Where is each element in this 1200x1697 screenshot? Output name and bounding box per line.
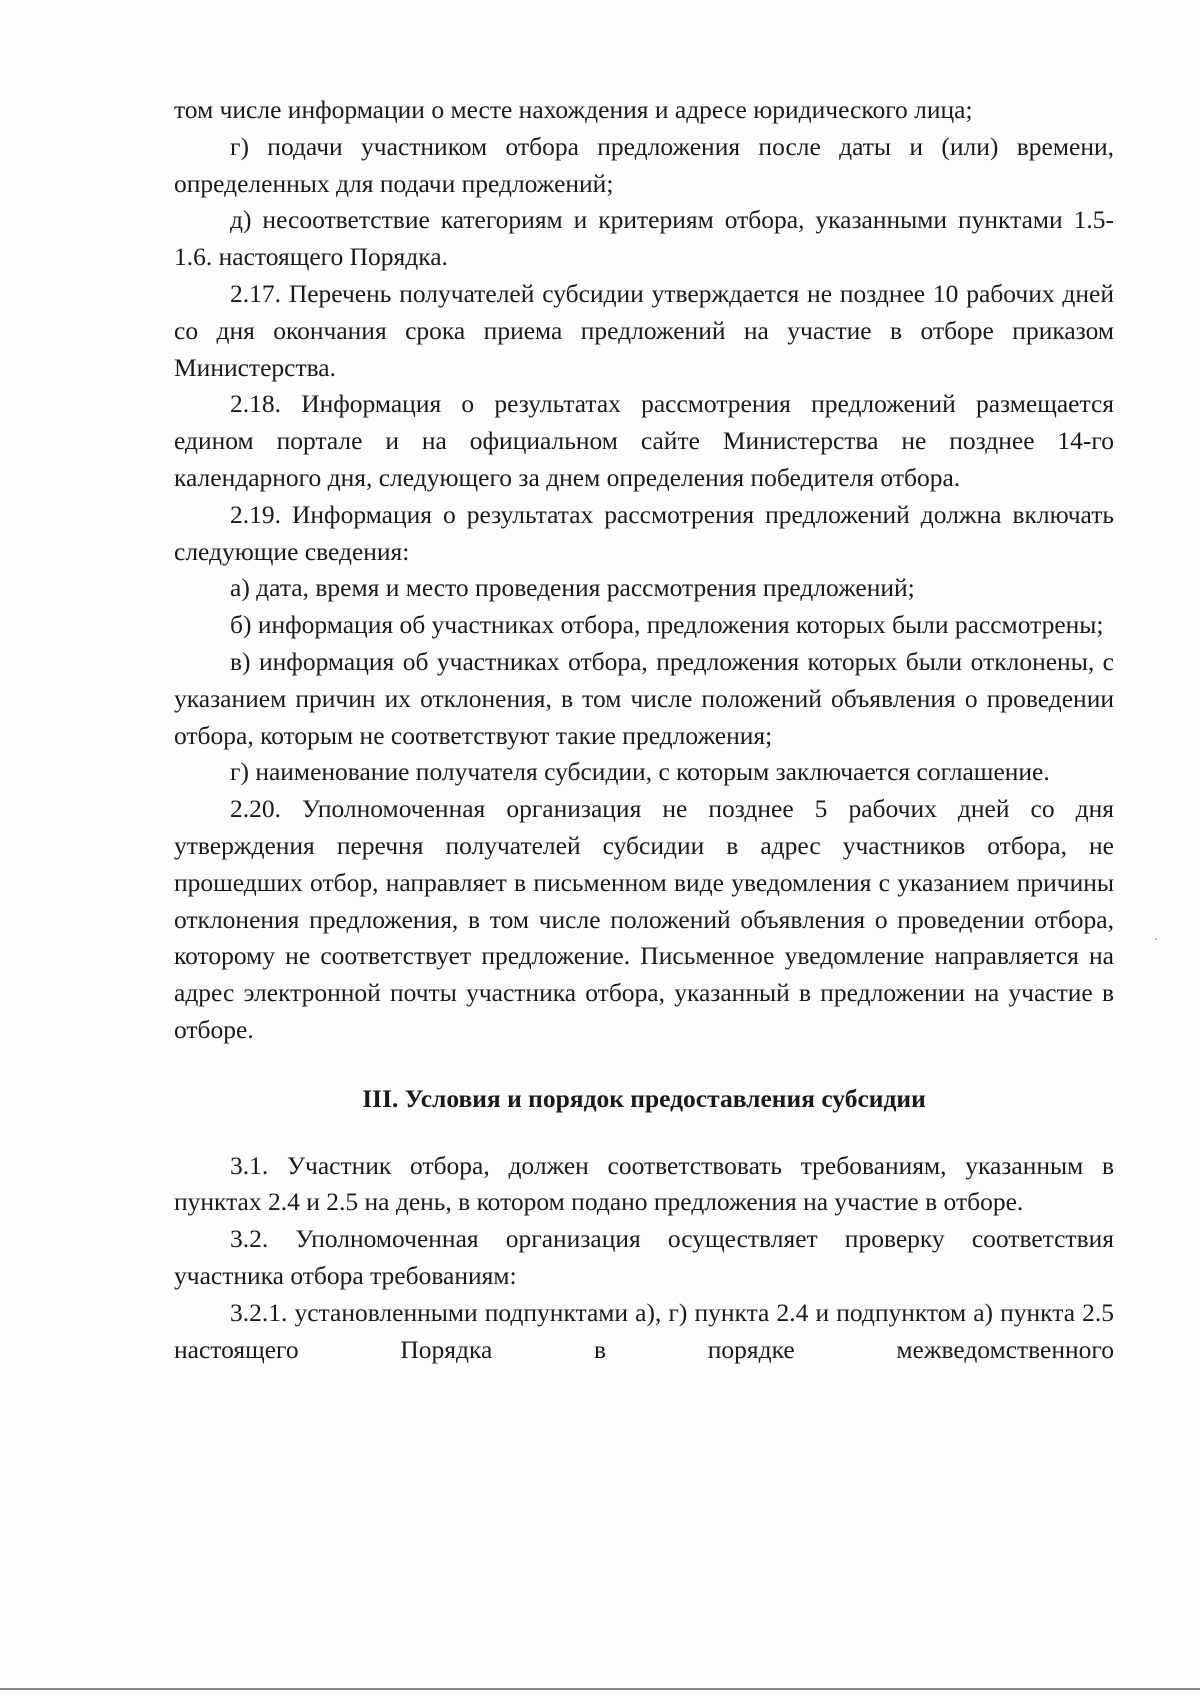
paragraph-2-17: 2.17. Перечень получателей субсидии утверждается не позднее 10 рабочих дней со дня окончания срока приема предложений на участие в отборе приказом Министерства. bbox=[174, 278, 1114, 382]
scan-speck bbox=[1155, 938, 1157, 940]
paragraph-3-2: 3.2. Уполномоченная организация осуществляет проверку соответствия участника отбора требованиям: bbox=[174, 1224, 1114, 1290]
paragraph-continuation: том числе информации о месте нахождения и адресе юридического лица; bbox=[174, 95, 973, 124]
bottom-rule-divider bbox=[0, 1688, 1200, 1690]
paragraph-item-v: в) информация об участниках отбора, предложения которых были отклонены, с указанием причин их отклонения, в том числе положений объявления о проведении отбора, которым не соответствуют такие предложения; bbox=[174, 646, 1114, 750]
paragraph-item-d: д) несоответствие категориям и критериям отбора, указанными пунктами 1.5-1.6. настоящего Порядка. bbox=[174, 205, 1114, 272]
document-body bbox=[174, 92, 1114, 1368]
paragraph-item-g2: г) наименование получателя субсидии, с которым заключается соглашение. bbox=[230, 757, 1050, 787]
section-heading: III. Условия и порядок предоставления субсидии bbox=[362, 1083, 926, 1113]
paragraph-3-1: 3.1. Участник отбора, должен соответствовать требованиям, указанным в пунктах 2.4 и 2.5 на день, в котором подано предложения на участие в отборе. bbox=[174, 1150, 1114, 1217]
paragraph-2-18: 2.18. Информация о результатах рассмотрения предложений размещается едином портале и на официальном сайте Министерства не позднее 14-го календарного дня, следующего за днем определения победителя отбора. bbox=[174, 389, 1114, 492]
paragraph-item-g: г) подачи участником отбора предложения после даты и (или) времени, определенных для подачи предложений; bbox=[174, 131, 1114, 198]
paragraph-item-a: а) дата, время и место проведения рассмотрения предложений; bbox=[230, 573, 915, 603]
paragraph-item-b: б) информация об участниках отбора, предложения которых были рассмотрены; bbox=[230, 610, 1104, 640]
paragraph-2-19: 2.19. Информация о результатах рассмотрения предложений должна включать следующие сведения: bbox=[174, 499, 1114, 566]
paragraph-3-2-1: 3.2.1. установленными подпунктами а), г) пункта 2.4 и подпунктом а) пункта 2.5 настоящего Порядка в порядке межведомственного bbox=[174, 1297, 1114, 1364]
paragraph-2-20: 2.20. Уполномоченная организация не позднее 5 рабочих дней со дня утверждения перечня получателей субсидии в адрес участников отбора, не прошедших отбор, направляет в письменном виде уведомления с указанием причины отклонения предложения, в том числе положений объявления о проведении отбора, которому не соответствует предложение. Письменное уведомление направляется на адрес электронной почты участника отбора, указанный в предложении на участие в отборе. bbox=[174, 794, 1114, 1044]
